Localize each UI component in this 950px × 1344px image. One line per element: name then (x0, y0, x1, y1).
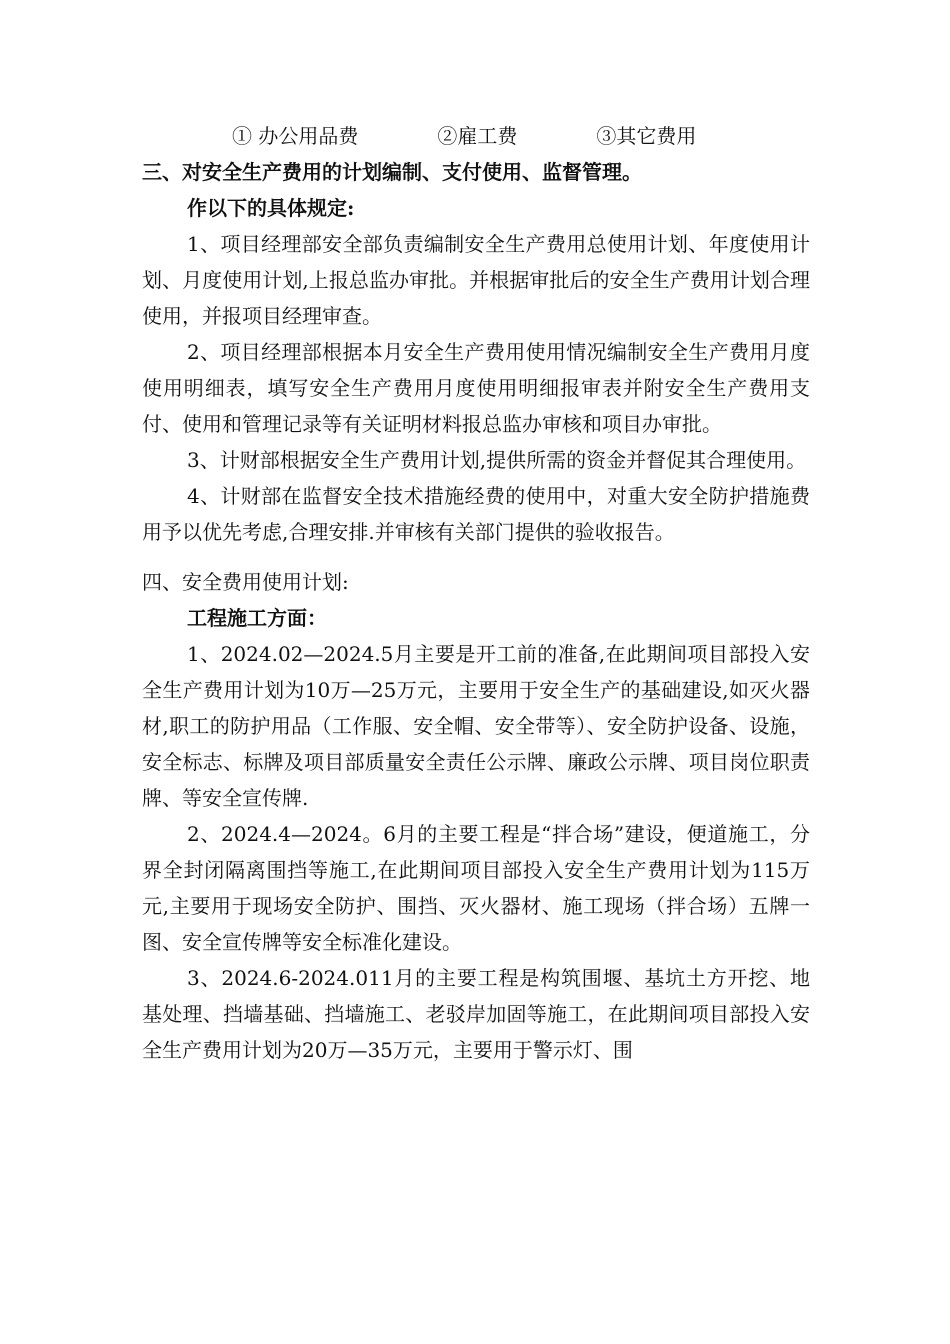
document-body (142, 118, 810, 1068)
section-4-item-1: 1、2024.02—2024.5月主要是开工前的准备,在此期间项目部投入安全生产费用计划为10万—25万元，主要用于安全生产的基础建设,如灭火器材,职工的防护用品（工作服、安全帽、安全带等）、安全防护设备、设施，安全标志、标牌及项目部质量安全责任公示牌、廉政公示牌、项目岗位职责牌、等安全宣传牌. (142, 642, 810, 810)
section-4-item-3: 3、2024.6-2024.011月的主要工程是构筑围堰、基坑土方开挖、地基处理、挡墙基础、挡墙施工、老驳岸加固等施工，在此期间项目部投入安全生产费用计划为20万—35万元，主要用于警示灯、围 (142, 966, 810, 1062)
fee-item-office-supplies: ① 办公用品费 (232, 124, 359, 148)
section-3-item-1: 1、项目经理部安全部负责编制安全生产费用总使用计划、年度使用计划、月度使用计划,上报总监办审批。并根据审批后的安全生产费用计划合理使用，并报项目经理审查。 (142, 232, 810, 328)
section-3-item-4: 4、计财部在监督安全技术措施经费的使用中，对重大安全防护措施费用予以优先考虑,合理安排.并审核有关部门提供的验收报告。 (142, 484, 810, 544)
section-3-heading: 三、对安全生产费用的计划编制、支付使用、监督管理。 (142, 160, 642, 184)
fee-item-other: ③其它费用 (596, 124, 697, 148)
section-3-item-2: 2、项目经理部根据本月安全生产费用使用情况编制安全生产费用月度使用明细表，填写安全生产费用月度使用明细报审表并附安全生产费用支付、使用和管理记录等有关证明材料报总监办审核和项目办审批。 (142, 340, 810, 436)
section-3-item-3: 3、计财部根据安全生产费用计划,提供所需的资金并督促其合理使用。 (187, 448, 807, 472)
fee-list (142, 118, 810, 154)
section-4-heading: 四、安全费用使用计划: (142, 570, 349, 594)
section-4-subheading: 工程施工方面： (187, 606, 327, 630)
fee-item-labor: ②雇工费 (437, 124, 518, 148)
section-4-item-2: 2、2024.4—2024。6月的主要工程是“拌合场”建设，便道施工，分界全封闭隔离围挡等施工,在此期间项目部投入安全生产费用计划为115万元,主要用于现场安全防护、围挡、灭火器材、施工现场（拌合场）五牌一图、安全宣传牌等安全标准化建设。 (142, 822, 810, 954)
section-3-subheading: 作以下的具体规定: (187, 196, 355, 220)
